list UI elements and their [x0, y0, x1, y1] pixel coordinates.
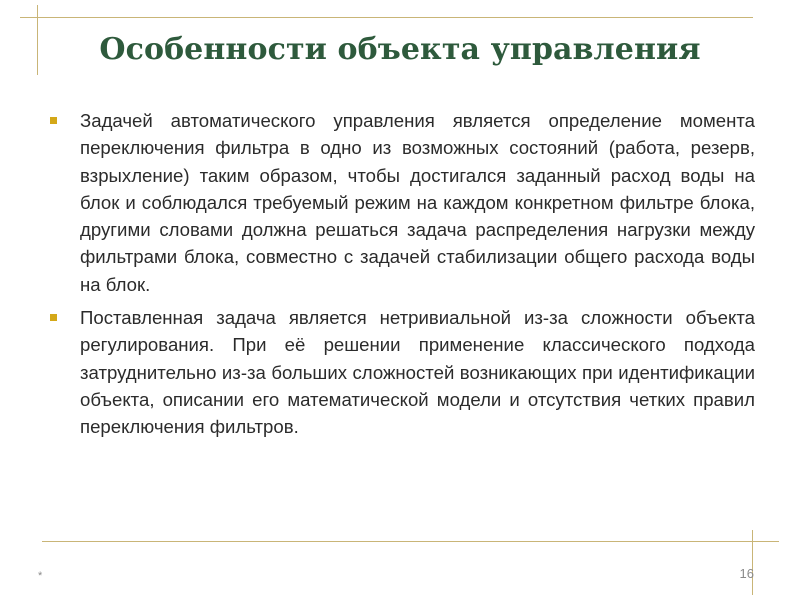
bullet-list: [50, 107, 755, 447]
bullet-item: [50, 107, 755, 298]
square-bullet-icon: [50, 117, 57, 124]
footer-date-placeholder: *: [38, 570, 43, 582]
square-bullet-icon: [50, 314, 57, 321]
slide-title: Особенности объекта управления: [99, 32, 701, 67]
frame-top-line: [20, 17, 753, 18]
bullet-text: Поставленная задача является нетривиальной из-за сложности объекта регулирования. При её решении применение классического подхода затруднительно из-за больших сложностей возникающих при идентификации объекта, описании его математической модели и отсутствия четких правил переключения фильтров.: [80, 307, 755, 438]
slide-page-number: 16: [739, 566, 754, 581]
frame-left-line: [37, 5, 38, 75]
bullet-item: [50, 304, 755, 440]
frame-bottom-line: [42, 541, 779, 542]
frame-right-line: [752, 530, 753, 595]
bullet-text: Задачей автоматического управления является определение момента переключения фильтра в одно из возможных состояний (работа, резерв, взрыхление) таким образом, чтобы достигался заданный расход воды на блок и соблюдался требуемый режим на каждом конкретном фильтре блока, другими словами должна решаться задача распределения нагрузки между фильтрами блока, совместно с задачей стабилизации общего расхода воды на блок.: [80, 110, 755, 295]
